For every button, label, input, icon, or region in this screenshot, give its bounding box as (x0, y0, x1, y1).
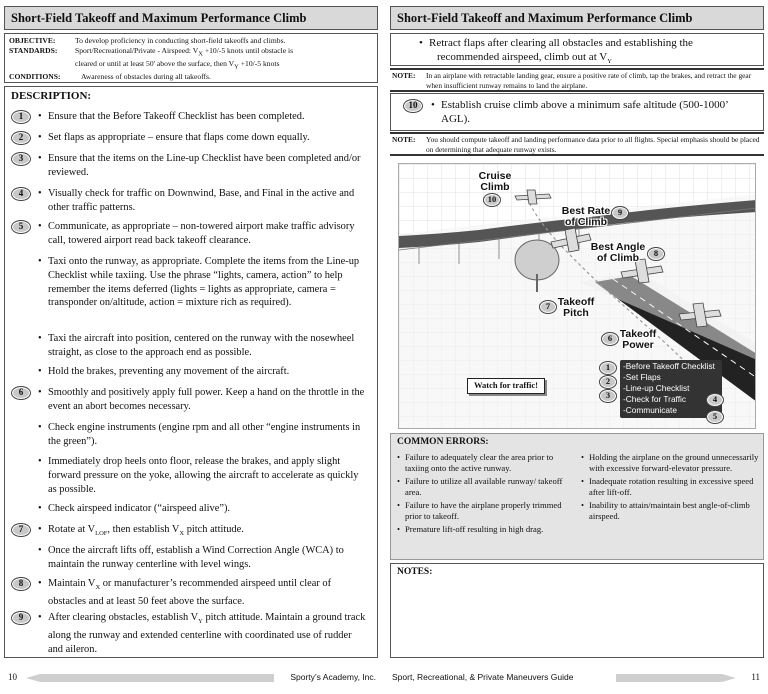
flaps-step: • Retract flaps after clearing all obstacles and establishing the recommended airspeed, climb out at $V_Y$ (390, 33, 764, 66)
step-badge: 6 (601, 332, 619, 346)
step-item: 10 • Establish cruise climb above a minimum safe altitude (500-1000’ AGL). (390, 93, 764, 131)
step-number-badge: 7 (11, 523, 31, 537)
step-number-badge: 10 (403, 99, 423, 113)
page-title: Short-Field Takeoff and Maximum Performance Climb (390, 6, 764, 30)
label-best-angle: Best Angle of Climb (590, 241, 646, 264)
footer-arrow-bar (26, 674, 274, 682)
error-item: • Failure to adequately clear the area prior to taxiing onto the active runway. (397, 452, 569, 474)
objective-box (4, 33, 378, 83)
step-number-badge: 2 (11, 131, 31, 145)
footer-arrow-bar (616, 674, 736, 682)
step-badge: 1 (599, 361, 617, 375)
note-box (390, 68, 764, 92)
step-item: 1 • Ensure that the Before Takeoff Checklist has been completed. (11, 110, 369, 124)
note-label: NOTE: (392, 71, 416, 80)
step-number-badge: 3 (11, 152, 31, 166)
footer-label: Sporty’s Academy, Inc. (290, 672, 376, 682)
step-item: • Check engine instruments (engine rpm and all other “engine instruments in the green”). (38, 422, 361, 447)
note-label: NOTE: (392, 135, 416, 144)
checklist-panel: -Before Takeoff Checklist -Set Flaps -Line-up Checklist -Check for Traffic -Communicate (620, 360, 722, 418)
common-errors-box (390, 433, 764, 560)
step-badge: 3 (599, 389, 617, 403)
error-item: • Failure to have the airplane properly trimmed prior to takeoff. (397, 500, 569, 522)
standards-text: Sport/Recreational/Private - Airspeed: $V_X +10/-5$ knots until obstacle is (75, 45, 294, 58)
step-number-badge: 9 (11, 611, 31, 625)
step-item: • Taxi onto the runway, as appropriate. Complete the items from the Line-up Checklist while taxiing. Use the phrase “lights, camera, action” to help remember the items deferred (lights = lights as appropriate, camera = transponder on/altitude, action = mixture rich as required). (38, 256, 360, 309)
label-takeoff-power: Takeoff Power (619, 328, 657, 351)
step-item: 3 • Ensure that the items on the Line-up Checklist have been completed and/or reviewed. (11, 152, 369, 180)
step-number-badge: 4 (11, 187, 31, 201)
objective-text: To develop proficiency in conducting short-field takeoffs and climbs. (75, 36, 286, 45)
objective-label: OBJECTIVE: (9, 36, 56, 45)
page-number: 10 (8, 672, 17, 682)
step-item: • Once the aircraft lifts off, establish a Wind Correction Angle (WCA) to maintain the runway centerline with level wings. (38, 545, 344, 570)
page-title: Short-Field Takeoff and Maximum Performance Climb (4, 6, 378, 30)
right-page (386, 0, 768, 694)
step-badge: 7 (539, 300, 557, 314)
step-number-badge: 8 (11, 577, 31, 591)
note-text: You should compute takeoff and landing performance data prior to all flights. Special emphasis should be placed on determining that adequate runway exists. (426, 135, 760, 154)
standards-text-cont: cleared or until at least 50' above the surface, then $V_Y +10/-5$ knots (75, 58, 280, 71)
conditions-label: CONDITIONS: (9, 71, 61, 81)
step-number-badge: 6 (11, 386, 31, 400)
page-number: 11 (751, 672, 760, 682)
step-item: 6 • Smoothly and positively apply full power. Keep a hand on the throttle in the event an abort becomes necessary. (11, 386, 369, 414)
step-badge: 2 (599, 375, 617, 389)
step-number-badge: 5 (11, 220, 31, 234)
takeoff-illustration (398, 163, 756, 429)
note-box (390, 132, 764, 156)
footer-label: Sport, Recreational, & Private Maneuvers Guide (392, 672, 574, 682)
step-item: 7 • Rotate at $V_{LOF}$, then establish $V_X$ pitch attitude. (11, 523, 369, 541)
errors-left-column (397, 452, 569, 537)
step-item: 4 • Visually check for traffic on Downwind, Base, and Final in the active and other traffic patterns. (11, 187, 369, 215)
error-item: • Holding the airplane on the ground unnecessarily with excessive forward-elevator pressure. (581, 452, 759, 474)
page-footer (4, 671, 378, 685)
error-item: • Inadequate rotation resulting in excessive speed after lift-off. (581, 476, 759, 498)
error-item: • Inability to attain/maintain best angle-of-climb airspeed. (581, 500, 759, 522)
description-heading: DESCRIPTION: (11, 90, 92, 102)
page-footer (390, 671, 764, 685)
step-badge: 4 (706, 393, 724, 407)
step-badge: 8 (647, 247, 665, 261)
label-cruise-climb: Cruise Climb (478, 170, 512, 193)
note-text: In an airplane with retractable landing gear, ensure a positive rate of climb, tap the brakes, and retract the gear when insufficient runway remains to land the airplane. (426, 71, 752, 90)
step-item: • Taxi the aircraft into position, centered on the runway with the nosewheel straight, as close to the approach end as possible. (38, 333, 355, 358)
step-item: • Hold the brakes, preventing any movement of the aircraft. (38, 366, 290, 377)
left-page (0, 0, 382, 694)
step-item: 9 • After clearing obstacles, establish $V_Y$ pitch attitude. Maintain a ground track along the runway and extended centerline with coordinated use of rudder and aileron. (11, 611, 369, 656)
step-item: 5 • Communicate, as appropriate – non-towered airport make traffic advisory call, towered airport read back takeoff clearance. (11, 220, 369, 248)
notes-heading: NOTES: (397, 567, 433, 577)
step-number-badge: 1 (11, 110, 31, 124)
label-best-rate: Best Rate of Climb (561, 205, 611, 228)
notes-box (390, 563, 764, 658)
watch-traffic-sign: Watch for traffic! (467, 378, 545, 394)
error-item: • Premature lift-off resulting in high drag. (397, 524, 569, 535)
step-item: 8 • Maintain $V_X$ or manufacturer’s recommended airspeed until clear of obstacles and at least 50 feet above the surface. (11, 577, 369, 609)
errors-right-column (581, 452, 759, 524)
error-item: • Failure to utilize all available runway/ takeoff area. (397, 476, 569, 498)
step-item: • Immediately drop heels onto floor, release the brakes, and apply slight forward pressure on the yoke, allowing the aircraft to accelerate as quickly as possible. (38, 456, 359, 495)
label-takeoff-pitch: Takeoff Pitch (557, 296, 595, 319)
step-badge: 10 (483, 193, 501, 207)
step-badge: 9 (611, 206, 629, 220)
standards-label: STANDARDS: (9, 45, 58, 55)
step-item: 2 • Set flaps as appropriate – ensure that flaps come down equally. (11, 131, 369, 145)
description-box (4, 86, 378, 658)
conditions-text: Awareness of obstacles during all takeoffs. (81, 71, 211, 81)
common-errors-heading: COMMON ERRORS: (397, 437, 489, 447)
step-item: • Check airspeed indicator (“airspeed alive”). (38, 503, 231, 514)
step-badge: 5 (706, 410, 724, 424)
